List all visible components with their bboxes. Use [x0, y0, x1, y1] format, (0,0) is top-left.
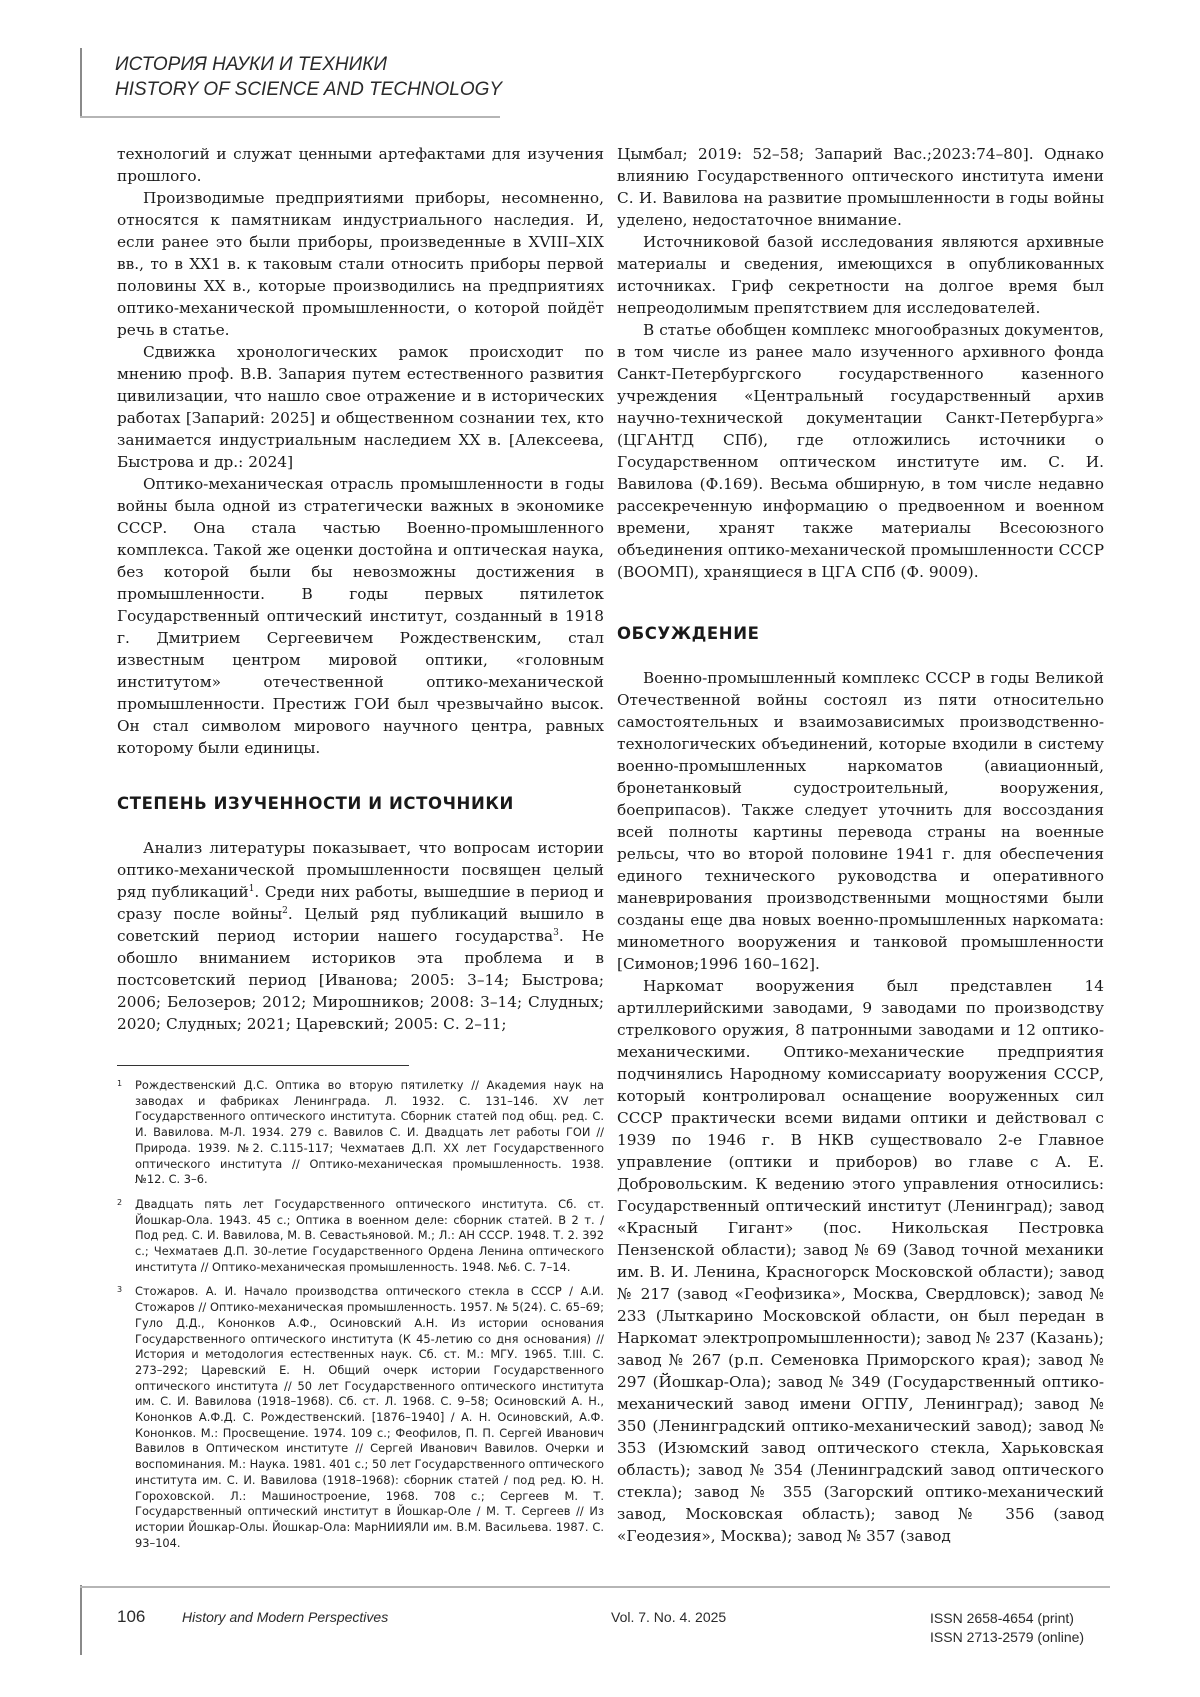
issue-info: Vol. 7. No. 4. 2025	[611, 1609, 727, 1625]
header-rule-horizontal	[80, 116, 500, 118]
footnote-text: Двадцать пять лет Государственного оптического института. Сб. ст. Йошкар-Ола. 1943. 45 с.; Оптика в военном деле: сборник статей. В 2 т. / Под ред. С. И. Вавилова, М. В. Севастьяновой. М.; Л.: АН СССР. 1948. Т. 2. 392 с.; Чехматаев Д.П. 30-летие Государственного Ордена Ленина оптического института // Оптико-механическая промышленность. 1948. №6. С. 7–14.	[135, 1196, 604, 1274]
text-run: Анализ литературы показывает, что вопросам истории оптико-механической промышленности посвящен целый ряд публикаций	[117, 839, 604, 901]
paragraph: технологий и служат ценными артефактами для изучения прошлого.	[117, 145, 604, 185]
header-title-ru: ИСТОРИЯ НАУКИ И ТЕХНИКИ	[115, 54, 387, 75]
issn-print: ISSN 2658-4654 (print)	[930, 1610, 1074, 1626]
footnote-text: Стожаров. А. И. Начало производства оптического стекла в СССР / А.И. Стожаров // Оптико-механическая промышленность. 1957. № 5(24). С. 65–69; Гуло Д.Д., Кононков А.Ф., Осиновский А.Н. Из истории основания Государственного оптического института (К 45-летию со дня основания) // История и методология естественных наук. Сб. ст. М.: МГУ. 1965. T.III. С. 273–292; Царевский Е. Н. Общий очерк истории Государственного оптического института // 50 лет Государственного оптического института им. С. И. Вавилова (1918–1968). Сб. ст. Л. 1968. С. 9–58; Осиновский А. Н., Кононков А.Ф.Д. С. Рождественский. [1876–1940] / А. Н. Осиновский, А.Ф. Кононков. М.: Просвещение. 1974. 109 с.; Феофилов, П. П. Сергей Иванович Вавилов в Оптическом институте // Сергей Иванович Вавилов. Очерки и воспоминания. М.: Наука. 1981. 401 с.; 50 лет Государственного оптического института им. С. И. Вавилова (1918–1968): сборник статей / под ред. Ю. Н. Гороховской. Л.: Машиностроение, 1968. 708 с.; Сергеев М. Т. Государственный оптический институт в Йошкар-Оле / М. Т. Сергеев // Из истории Йошкар-Олы. Йошкар-Ола: МарНИИЯЛИ им. В.М. Васильева. 1987. С. 93–104.	[135, 1284, 604, 1550]
issn-block	[930, 1609, 1084, 1647]
journal-name: History and Modern Perspectives	[182, 1609, 389, 1625]
footnote-ref[interactable]: 3	[553, 927, 559, 938]
paragraph: Цымбал; 2019: 52–58; Запарий Вас.;2023:74–80]. Однако влиянию Государственного оптического института имени С. И. Вавилова на развитие промышленности в годы войны уделено, недостаточное внимание.	[617, 145, 1104, 229]
text-run: . Среди них работы, вышедшие в период и сразу после войны	[117, 883, 605, 923]
header-rule-vertical	[80, 48, 82, 118]
paragraph: Источниковой базой исследования являются архивные материалы и сведения, имеющихся в опубликованных источниках. Гриф секретности на долгое время был непреодолимым препятствием для исследователей.	[617, 233, 1104, 317]
footnote	[117, 1078, 604, 1188]
footnote-number: 1	[117, 1079, 123, 1088]
section-heading: ОБСУЖДЕНИЕ	[617, 624, 760, 643]
paragraph: Наркомат вооружения был представлен 14 артиллерийскими заводами, 9 заводами по производству стрелкового оружия, 8 патронными заводами и 12 оптико-механическими. Оптико-механические предприятия подчинялись Народному комиссариату вооружения СССР, который контролировал оснащение вооруженных сил СССР практически всеми видами оптики и действовал с 1939 по 1946 г. В НКВ существовало 2-е Главное управление (оптики и приборов) во главе с А. Е. Добровольским. К ведению этого управления относились: Государственный оптический институт (Ленинград); завод «Красный Гигант» (пос. Никольская Пестровка Пензенской области); завод № 69 (Завод точной механики им. В. И. Ленина, Красногорск Московской области); завод № 217 (завод «Геофизика», Москва, Свердловск); завод № 233 (Лыткарино Московской области, он был передан в Наркомат электропромышленности); завод № 237 (Казань); завод № 267 (р.п. Семеновка Приморского края); завод № 297 (Йошкар-Ола); завод № 349 (Государственный оптико-механический завод имени ОГПУ, Ленинград); завод № 350 (Ленинградский оптико-механический завод); завод № 353 (Изюмский завод оптического стекла, Харьковская область); завод № 354 (Ленинградский завод оптического стекла); завод № 355 (Загорский оптико-механический завод, Московская область); завод № 356 (завод «Геодезия», Москва); завод № 357 (завод	[617, 977, 1104, 1545]
header-title-en: HISTORY OF SCIENCE AND TECHNOLOGY	[115, 79, 503, 100]
footnote-ref[interactable]: 2	[282, 905, 288, 916]
paragraph: В статье обобщен комплекс многообразных документов, в том числе из ранее мало изученного архивного фонда Санкт-Петербургского государственного казенного учреждения «Центральный государственный архив научно-технической документации Санкт-Петербурга» (ЦГАНТД СПб), где отложились источники о Государственном оптическом институте им. С. И. Вавилова (Ф.169). Весьма обширную, в том числе недавно рассекреченную информацию о предвоенном и военном времени, хранят также материалы Всесоюзного объединения оптико-механической промышленности СССР (ВООМП), хранящиеся в ЦГА СПб (Ф. 9009).	[617, 321, 1104, 581]
paragraph: Производимые предприятиями приборы, несомненно, относятся к памятникам индустриального наследия. И, если ранее это были приборы, произведенные в XVIII–XIX вв., то в XX1 в. к таковым стали относить приборы первой половины XX в., которые производились на предприятиях оптико-механической промышленности, о которой пойдёт речь в статье.	[117, 189, 604, 339]
running-header	[115, 52, 502, 102]
footnote-text: Рождественский Д.С. Оптика во вторую пятилетку // Академия наук на заводах и фабриках Ленинграда. Л. 1932. С. 131–146. XV лет Государственного оптического института. Сборник статей под общ. ред. С. И. Вавилова. М-Л. 1934. 279 с. Вавилов С. И. Двадцать лет работы ГОИ // Природа. 1939. №2. С.115-117; Чехматаев Д.П. XX лет Государственного оптического института // Оптико-механическая промышленность. 1938. №12. С. 3–6.	[135, 1078, 604, 1187]
footnote	[117, 1284, 604, 1551]
paragraph: Сдвижка хронологических рамок происходит по мнению проф. В.В. Запария путем естественного развития цивилизации, что нашло свое отражение и в исторических работах [Запарий: 2025] и общественном сознании тех, кто занимается индустриальным наследием XX в. [Алексеева, Быстрова и др.: 2024]	[117, 343, 604, 471]
footnote-ref[interactable]: 1	[248, 883, 255, 894]
right-column	[617, 143, 1104, 1547]
footnote-number: 3	[117, 1285, 123, 1295]
issn-online: ISSN 2713-2579 (online)	[930, 1629, 1085, 1645]
section-heading: СТЕПЕНЬ ИЗУЧЕННОСТИ И ИСТОЧНИКИ	[117, 794, 514, 813]
footnote-number: 2	[117, 1197, 123, 1207]
footer-rule-horizontal	[80, 1586, 1110, 1588]
text-run: . Не обошло вниманием историков эта проблема и в постсоветский период [Иванова; 2005: 3–14; Быстрова; 2006; Белозеров; 2012; Мирошников; 2008: 3–14; Слудных; 2020; Слудных; 2021; Царевский; 2005: С. 2–11;	[117, 927, 604, 1033]
paragraph	[117, 837, 604, 1035]
footnote	[117, 1197, 604, 1276]
footer-rule-vertical	[80, 1585, 82, 1655]
left-column	[117, 143, 604, 1560]
footnote-separator	[117, 1065, 409, 1066]
page-number: 106	[117, 1607, 146, 1626]
paragraph: Военно-промышленный комплекс СССР в годы Великой Отечественной войны состоял из пяти относительно самостоятельных и взаимозависимых производственно-технологических объединений, которые входили в систему военно-промышленных наркоматов (авиационный, бронетанковый судостроительный, вооружения, боеприпасов). Также следует уточнить для воссоздания всей полноты картины перевода страны на военные рельсы, что во второй половине 1941 г. для обеспечения единого технического руководства и оперативного маневрирования производственными мощностями были созданы еще два новых военно-промышленных наркомата: минометного вооружения и танковой промышленности [Симонов;1996 160–162].	[617, 669, 1104, 973]
text-run: . Целый ряд публикаций вышило в советский период истории нашего государства	[117, 905, 604, 945]
paragraph: Оптико-механическая отрасль промышленности в годы войны была одной из стратегически важных в экономике СССР. Она стала частью Военно-промышленного комплекса. Такой же оценки достойна и оптическая наука, без которой были бы невозможны достижения в промышленности. В годы первых пятилеток Государственный оптический институт, созданный в 1918 г. Дмитрием Сергеевичем Рождественским, стал известным центром мировой оптики, «головным институтом» отечественной оптико-механической промышленности. Престиж ГОИ был чрезвычайно высок. Он стал символом мирового научного центра, равных которому были единицы.	[117, 475, 604, 757]
